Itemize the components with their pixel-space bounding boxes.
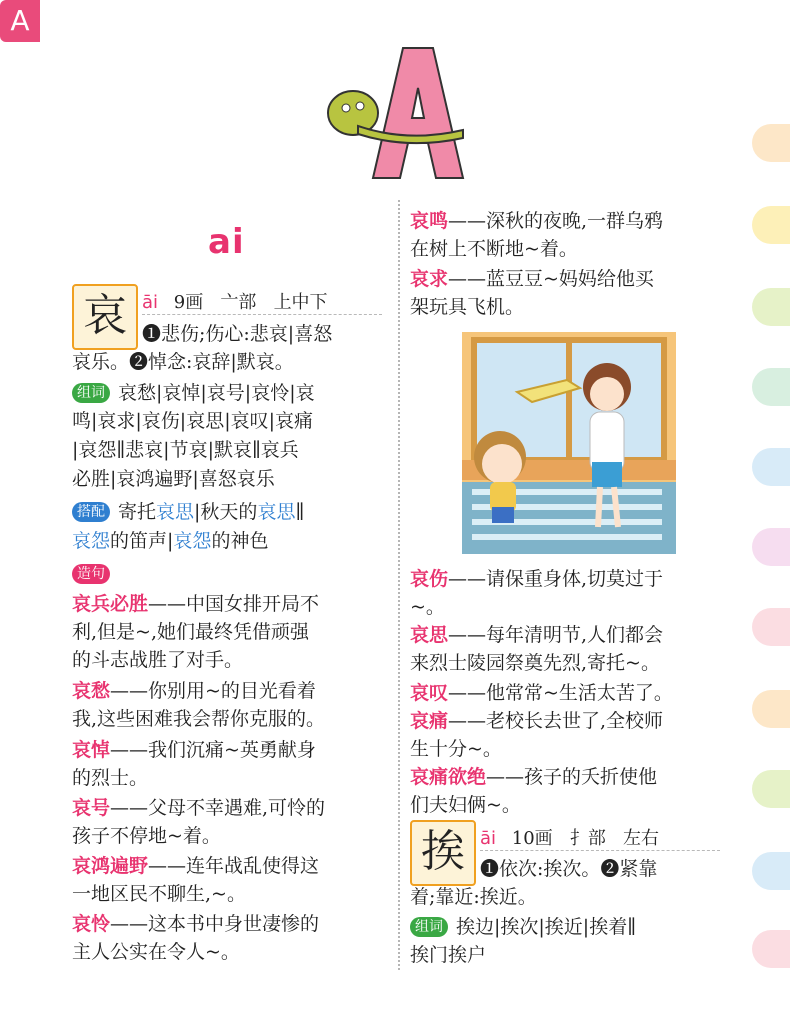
example-sentence: 生十分~。 <box>410 738 502 760</box>
radical: 亠部 <box>220 292 257 313</box>
definition-line: ❶悲伤;伤心:悲哀|喜怒 <box>142 323 333 345</box>
dashed-rule <box>142 314 382 315</box>
example-sentence: 我,这些困难我会帮你克服的。 <box>72 708 326 730</box>
example-sentence: 哀思——每年清明节,人们都会 <box>410 624 664 646</box>
stroke-count: 10画 <box>511 828 553 849</box>
example-sentence: 利,但是~,她们最终凭借顽强 <box>72 621 309 643</box>
example-sentence: 架玩具飞机。 <box>410 296 525 318</box>
word-group-line: 必胜|哀鸿遍野|喜怒哀乐 <box>72 468 275 490</box>
dashed-rule <box>480 850 720 851</box>
index-tab[interactable] <box>752 368 790 406</box>
word-group-line: |哀怨∥悲哀|节哀|默哀∥哀兵 <box>72 439 299 461</box>
structure: 左右 <box>623 828 660 849</box>
collocation-badge: 搭配 <box>72 502 110 522</box>
example-sentence: 哀鸣——深秋的夜晚,一群乌鸦 <box>410 210 664 232</box>
example-sentence: 一地区民不聊生,~。 <box>72 883 246 905</box>
word-group-line: 组词 哀愁|哀悼|哀号|哀怜|哀 <box>72 380 315 406</box>
index-tab[interactable] <box>752 770 790 808</box>
index-tab[interactable] <box>752 448 790 486</box>
example-sentence: 哀痛——老校长去世了,全校师 <box>410 710 664 732</box>
sentence-badge: 造句 <box>72 564 110 584</box>
index-tab[interactable] <box>752 528 790 566</box>
collocation-line: 搭配 寄托哀思|秋天的哀思∥ <box>72 499 304 525</box>
definition-line: ❶依次:挨次。❷紧靠 <box>480 858 658 880</box>
letter-a-illustration <box>318 38 478 188</box>
stroke-count: 9画 <box>173 292 204 313</box>
entry-meta <box>480 824 659 850</box>
example-sentence: 的斗志战胜了对手。 <box>72 649 244 671</box>
head-character: 哀 <box>72 284 138 350</box>
definition-line: 哀乐。❷悼念:哀辞|默哀。 <box>72 351 294 373</box>
word-group-line: 组词 挨边|挨次|挨近|挨着∥ <box>410 914 636 940</box>
example-sentence: 哀兵必胜——中国女排开局不 <box>72 593 320 615</box>
example-sentence: 来烈士陵园祭奠先烈,寄托~。 <box>410 652 660 674</box>
word-group-badge: 组词 <box>410 917 448 937</box>
example-sentence: 哀怜——这本书中身世凄惨的 <box>72 913 320 935</box>
collocation-line: 哀怨的笛声|哀怨的神色 <box>72 530 269 552</box>
example-sentence: 哀痛欲绝——孩子的夭折使他 <box>410 766 658 788</box>
sentence-badge-line <box>72 561 118 587</box>
head-character: 挨 <box>410 820 476 886</box>
example-sentence: 们夫妇俩~。 <box>410 794 521 816</box>
structure: 上中下 <box>273 292 328 313</box>
index-tab[interactable] <box>752 206 790 244</box>
example-sentence: 哀求——蓝豆豆~妈妈给他买 <box>410 268 654 290</box>
example-sentence: 哀鸿遍野——连年战乱使得这 <box>72 855 320 877</box>
index-tab[interactable] <box>752 608 790 646</box>
entry-meta <box>142 288 328 314</box>
index-tab-a[interactable]: A <box>0 0 40 42</box>
example-sentence: ~。 <box>410 596 445 618</box>
example-sentence: 在树上不断地~着。 <box>410 238 578 260</box>
example-sentence: 哀号——父母不幸遇难,可怜的 <box>72 797 326 819</box>
index-tab[interactable] <box>752 930 790 968</box>
example-sentence: 的烈士。 <box>72 767 149 789</box>
child-and-mother-illustration <box>462 332 676 554</box>
word-group-line: 鸣|哀求|哀伤|哀思|哀叹|哀痛 <box>72 410 314 432</box>
entry-pinyin: āi <box>142 292 159 313</box>
index-tab[interactable] <box>752 288 790 326</box>
index-tab[interactable] <box>752 124 790 162</box>
entry-pinyin: āi <box>480 828 497 849</box>
index-tab[interactable] <box>752 852 790 890</box>
word-group-badge: 组词 <box>72 383 110 403</box>
definition-line: 着;靠近:挨近。 <box>410 886 537 908</box>
example-sentence: 哀伤——请保重身体,切莫过于 <box>410 568 664 590</box>
column-divider <box>398 200 400 970</box>
index-tab[interactable] <box>752 690 790 728</box>
example-sentence: 主人公实在令人~。 <box>72 941 240 963</box>
word-group-line: 挨门挨户 <box>410 944 487 966</box>
example-sentence: 哀叹——他常常~生活太苦了。 <box>410 682 673 704</box>
radical: 扌部 <box>569 828 606 849</box>
example-sentence: 哀悼——我们沉痛~英勇献身 <box>72 739 316 761</box>
example-sentence: 孩子不停地~着。 <box>72 825 221 847</box>
example-sentence: 哀愁——你别用~的目光看着 <box>72 680 316 702</box>
section-pinyin: ai <box>208 222 245 262</box>
